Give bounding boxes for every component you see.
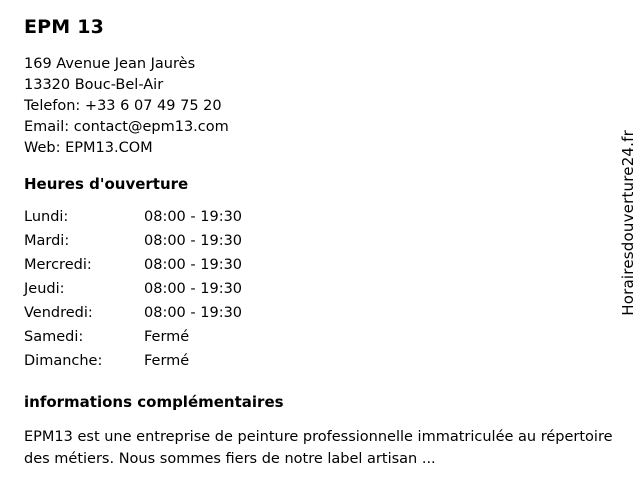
day-label: Mardi: <box>24 233 70 249</box>
day-label: Samedi: <box>24 329 84 345</box>
table-row <box>24 327 242 351</box>
table-row <box>24 207 242 231</box>
table-row <box>24 303 242 327</box>
day-hours: Fermé <box>144 353 190 369</box>
day-label: Dimanche: <box>24 353 103 369</box>
phone-line: Telefon: +33 6 07 49 75 20 <box>24 98 222 114</box>
email-line: Email: contact@epm13.com <box>24 119 229 135</box>
day-label: Lundi: <box>24 209 69 225</box>
address-street: 169 Avenue Jean Jaurès <box>24 56 196 72</box>
table-row <box>24 279 242 303</box>
additional-info-text: EPM13 est une entreprise de peinture professionnelle immatriculée au répertoire des métiers. Nous sommes fiers de notre label artisan ... <box>24 428 613 467</box>
day-hours: 08:00 - 19:30 <box>144 209 243 225</box>
day-hours: 08:00 - 19:30 <box>144 233 243 249</box>
day-label: Jeudi: <box>24 281 65 297</box>
web-line: Web: EPM13.COM <box>24 140 153 156</box>
table-row <box>24 351 242 375</box>
page-title: EPM 13 <box>24 16 105 38</box>
day-hours: 08:00 - 19:30 <box>144 305 243 321</box>
table-row <box>24 231 242 255</box>
day-label: Mercredi: <box>24 257 92 273</box>
day-hours: 08:00 - 19:30 <box>144 257 243 273</box>
address-city: 13320 Bouc-Bel-Air <box>24 77 164 93</box>
vertical-brand-label: Horairesdouverture24.fr <box>619 130 637 316</box>
contact-block <box>24 54 640 159</box>
day-hours: Fermé <box>144 329 190 345</box>
opening-hours-heading: Heures d'ouverture <box>24 175 189 193</box>
opening-hours-table <box>24 207 242 375</box>
table-row <box>24 255 242 279</box>
additional-info-heading: informations complémentaires <box>24 393 284 411</box>
day-hours: 08:00 - 19:30 <box>144 281 243 297</box>
day-label: Vendredi: <box>24 305 93 321</box>
